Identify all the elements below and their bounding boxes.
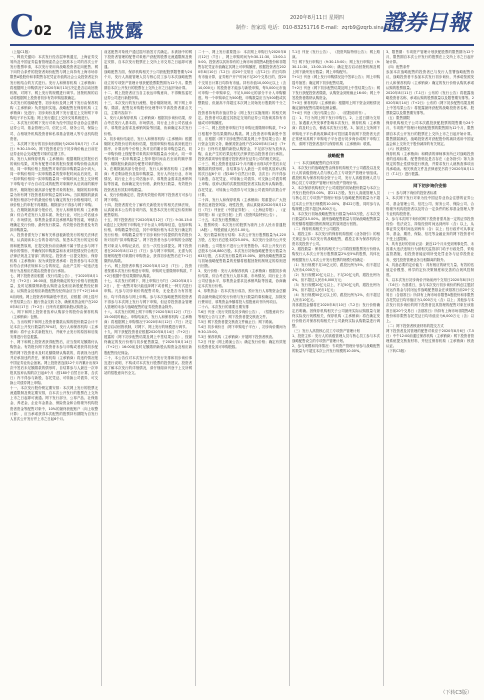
section-divider: [386, 179, 474, 180]
article-body: [10, 50, 474, 688]
column-divider: [195, 50, 196, 686]
paragraph-text: 二十一、网上发行重要提示：本次网上申购日为2020年8月12日（T日），网上申购时间为9:30-11:30，13:00-15:00。投资者以其所持有的上海市场非限售A股股份和非限售存托凭证市值确定其网上可申购额度，根据投资者在2020年8月10日（T-2日）前20个交易日（含T-2日）的日均持有市值计算，证券账户开户时间不足20个交易日的，按20个交易日计算日均持有市值。持有市值10,000元以上（含10,000元）的投资者才能参与新股申购，每5,000元市值可申购一个申购单位，不足5,000元的部分不计入申购额度。每一个申购单位为500股，申购数量应当为500股或其整数倍，但最高不得超过本次网上初始发行股数的千分之一。 投资者持有的市值应符合《网上发行实施细则》的相关规定。投资者可以通过其指定交易的证券公司查询其持有市值或可申购额度。 二十二、网上投资者申购日T日申购无需缴纳申购款，T+2日根据中签结果缴纳认购款。网上投资者申购新股中签后，应根据《网下初步配售结果及网上中签结果公告》履行资金交收义务，确保其资金账户在2020年8月14日（T+2日）日终有足额的新股认购资金，不足部分视为放弃认购，由此产生的后果及相关法律责任由投资者自行承担。投资者款项划付需遵守投资者所在证券公司的相关规定。 二十三、网上投资者连续12个月内累计出现3次中签后未足额缴款的情形时，自结算参与人最近一次申报其放弃认购的次日起6个月（按180个自然日计算，含次日）内不得参与新股、存托凭证、可转换公司债券、可交换公司债券网上申购。放弃认购的次数按照投资者实际放弃认购新股、存托凭证、可转换公司债券与可交换公司债券的次数合并计算。 二十四、发行人和保荐机构（主承销商）郑重提示广大投资者注意投资风险，理性投资，请认真阅读2020年8月12日（T日）刊登在《中国证券报》、《上海证券报》、《证券时报》和《证券日报》上的《投资风险特别公告》。 二十五、本次发行股票概况 1、股票种类：本次发行的股票为境内上市人民币普通股（A股），每股面值人民币1.00元。 2、发行数量和发行结构：本次公开发行股票数量为4,220万股，占发行后总股本的25.00%，本次发行全部为公开发行新股，公司股东不进行公开发售股份。本次公开发行后总股本为16,880万股。本次发行初始战略配售发行数量为633万股，占本次发行数量的15.00%，最终战略配售数量与初始战略配售数量的差额将根据回拨机制规定的原则进行回拨。 3、发行价格：发行人和保荐机构（主承销商）根据初步询价结果，综合考虑发行人基本面、市场情况、同行业上市公司估值水平、募集资金需求及承销风险等因素，协商确定本次发行价格。 4、募集资金：若本次发行成功，预计发行人募集资金总额将由最终确定的发行价格与发行数量的乘积确定，扣除发行费用后，募集资金净额将投入招股意向书所列项目。 二十六、本次发行的重要日期安排 T-6日 刊登《发行安排及初步询价公告》、《招股意向书》等相关公告与文件；网下投资者提交核查文件。 T-5日 网下投资者提交核查文件截止日；网下路演。 T-4日 初步询价日（网下申购电子平台），初步询价期间为9:30-15:00。 T-3日 保荐机构（主承销商）开展网下投资者核查。 T-2日 刊登《网上路演公告》；确定发行价格；确定有效报价投资者及其可申购股数。: [198, 50, 286, 350]
header-date: 2020年8月11日 星期四: [290, 15, 344, 21]
column-1: [10, 50, 98, 688]
column-divider: [383, 50, 384, 686]
newspaper-logo: 證券日報: [381, 10, 470, 36]
column-4: [292, 50, 380, 688]
column-3: [198, 50, 286, 688]
page-letter: C: [10, 9, 34, 44]
header-rule: [10, 44, 474, 46]
section-subhead: 网下初步询价安排: [413, 183, 447, 189]
column-2: [104, 50, 192, 688]
paragraph-text: 前述配售对象账户通过摇号抽签方式确定。未被抽中的网下投资者管理的配售对象账户获配的股票无流通限制及锁定安排，自本次发行股票在上交所上市交易之日起即可流通。 战略配售方面，保荐机构相关子公司获配股票限售期为24个月，发行人高级管理人员与核心员工参与本次战略配售设立的专项资产管理计划获配股票限售期为12个月。限售期自本次公开发行的股票在上交所上市之日起开始计算。 十二、网上投资者应当自主表达申购意向，不得概括委托证券公司进行新股申购。 十三、本次发行的发行流程、报价剔除规则、网下网上申购、缴款、配售及弃购股份处理等环节请投资者重点关注，主要内容如下： 1、发行人和保荐机构（主承销商）根据初步询价结果，综合考虑发行人基本面、市场情况、同行业上市公司估值水平、募集资金需求及承销风险等因素，协商确定本次发行价格。 2、初步询价结束后，发行人和保荐机构（主承销商）根据剔除无效报价后的询价结果，按照申购价格由高到低进行排序、计算出每个价格上所对应的累计拟申购总量后，同一申购价格上按配售对象的拟申购数量由小到大、同一申购价格同一拟申购数量上按申报时间由后至前的顺序排序，剔除报价最高部分配售对象的报价。 3、在剔除最高部分报价后，发行人和保荐机构（主承销商）考虑剩余报价及拟申购数量、发行人所处行业、市场情况、同行业上市公司估值水平、募集资金需求及承销风险等因素，协商确定发行价格、最终发行数量、有效报价投资者及有效拟申购数量。 4、发行价格确定后，提供有效报价的网下投资者方可参与网下申购。 十四、投资者需充分了解有关新股发行的相关法律法规，认真阅读本公告的各项内容，知悉本次发行的定价原则和配售原则。 十五、网下投资者应于2020年8月12日（T日）9:30-15:00通过上交所网下申购电子平台录入申购单信息，包括申购价格、申购数量等信息，其中申购价格为本次发行确定的发行价格；申购数量应等于初步询价中其提供的有效报价所对应的“拟申购数量”。网下投资者为参与申购的全部配售对象录入申购记录后，应当一次性全部提交。网下投资者在2020年8月12日（T日）参与网下申购时，无需为其管理的配售对象缴付申购资金，获得初步配售后在T+2日缴纳认购款。 十六、网上投资者申购日2020年8月12日（T日），投资者按照本次发行价格进行申购，申购时无需缴纳申购款，T+2日根据中签结果缴纳认购款。 十七、本次发行的网下、网上申购日为T日（2020年8月12日），任一配售对象只能选择网下或者网上一种方式进行申购。凡参与初步询价的配售对象，无论是否为有效报价，均不得再参与网上申购。参与本次战略配售的投资者不得参与本次网上发行与网下申购，但证券投资基金管理人管理的未参与战略配售的证券投资基金除外。 十八、本次发行的网上网下申购于2020年8月12日（T日）15:00同时截止。申购结束后，发行人和保荐机构（主承销商）将根据网上申购情况于2020年8月12日（T日）决定是否启动回拨机制，对网下、网上发行的规模进行调节。 十九、网下获配投资者应根据2020年8月14日（T+2日）披露的《网下初步配售结果及网上中签结果公告》，按最终确定的发行价格与初步配售数量，于2020年8月14日（T+2日）16:00前及时足额缴纳新股认购资金及相应新股配售经纪佣金。 二十、本公告仅对本次发行中有关发行安排和初步询价事宜进行说明，不构成对本次发行股票的投资建议。投资者欲了解本次发行的详细情况，请仔细阅读刊登于上交所网站的招股意向书全文。: [104, 50, 192, 375]
section-divider: [292, 149, 380, 150]
page-number: 02: [34, 24, 53, 39]
paragraph-text: （一）本次战略配售的总体安排 1、本次发行的战略配售由保荐机构相关子公司跟投以及发行人的高级管理人员与核心员工专项资产管理计划组成。跟投机构为保荐机构全资子公司，发行人高级管理人员与核心员工专项资产管理计划为资产管理计划。 2、本次保荐机构相关子公司跟投的初始股份数量为本次公开发行股份的5.00%，即211万股。发行人高级管理人员与核心员工专项资产管理计划参与战略配售的数量为不超过本次公开发行规模的10.00%，即422万股，同时参与认购规模上限不超过9,800万元。 3、本次发行初始战略配售发行数量为633万股，占本次发行数量的15.00%。最终战略配售数量与初始战略配售数量的差额将根据回拨机制规定的原则进行回拨。 （二）保荐机构相关子公司跟投 1、跟投主体：本次发行的保荐机构按照《业务指引》的相关规定参与本次发行的战略配售，跟投主体为保荐机构全资另类投资子公司。 2、跟投数量：保荐机构相关子公司将按照股票发行价格认购发行人本次公开发行股票数量2%至5%的股票，具体比例根据发行人本次公开发行股票的规模分档确定： （1）发行规模不足10亿元的，跟投比例为5%，但不超过人民币4,000万元； （2）发行规模10亿元以上、不足20亿元的，跟投比例为4%，但不超过人民币6,000万元； （3）发行规模20亿元以上、不足50亿元的，跟投比例为3%，但不超过人民币1亿元； （4）发行规模50亿元以上的，跟投比例为2%，但不超过人民币10亿元。 具体跟投金额将在2020年8月10日（T-2日）发行价格确定后明确。因保荐机构相关子公司最终实际认购数量与最终实际发行规模相关，保荐机构（主承销商）将在确定发行价格后对保荐机构相关子公司最终实际认购数量进行调整。 （三）发行人高管核心员工专项资产管理计划 1、投资主体：发行人的高级管理人员与核心员工参与本次战略配售设立的专项资产管理计划。 2、参与规模和具体情况：专项资产管理计划参与战略配售的数量为不超过本次公开发行规模的10.00%。: [292, 160, 380, 354]
section-subhead: 战略配售: [327, 152, 345, 158]
header-contact: 制作：詹家瑶 电话：010-83251716 E-mail：zqrb9@zqrb.sina.net: [236, 25, 394, 31]
paragraph-text: （一）参与网下询价的投资者标准 1、本次网下发行对象为经中国证券业协会注册的证券公司、基金管理公司、信托公司、财务公司、保险公司、合格境外机构投资者以及符合一定条件的私募基金管理人等专业机构投资者。 2、参与本次网下询价的网下投资者需具备一定的证券投资经验：依法设立、持续经营时间达到两年（含）以上，从事证券交易时间达到两年（含）以上；经行政许可从事证券、基金、期货、保险、信托等金融业务的网下投资者可不受上述限制。 3、具有良好的信用记录：最近12个月未受到刑事处罚、未因重大违法违规行为被相关监管部门给予行政处罚、采取监管措施，但投资者能证明所受处罚业务与证券投资业务、受托投资管理业务互相隔离的除外。 4、具备必要的定价能力：具有相应的研究力量、有效的估值定价模型、科学的定价决策制度和完善的合规风控制度。 5、以本次发行初步询价开始前两个交易日2020年8月5日（T-6日）为基准日，参与本次发行初步询价的科创主题封闭运作基金与封闭运作战略配售基金在该基准日前20个交易日（含基准日）所持有上海市场非限售A股股份和非限售存托凭证日均市值应为1,000万元（含）以上；其他参与本次发行初步询价的网下投资者及其管理的配售对象在该基准日前20个交易日（含基准日）所持有上海市场非限售A股股份和非限售存托凭证日均市值应为6,000万元（含）以上。 （二）网下投资者核查材料的提交方式 网下投资者及其管理的配售对象应于2020年8月6日（T-5日）中午12:00前通过保荐机构（主承销商）网下投资者管理系统提交核查材料，并经过保荐机构（主承销商）核查认证。 （下转C3版）: [386, 191, 474, 354]
paragraph-text: 3、限售期：专项资产管理计划获配股票的限售期为12个月，限售期自本次公开发行的股票在上交所上市之日起开始计算。 （四）配售条件 参加本次战略配售的投资者已与发行人签署战略配售协议，战略投资者不参加本次发行初步询价，并承诺按照发行人和保荐机构（主承销商）确定的发行价格认购其承诺认购的股票数量。 2020年8月11日（T-1日）公布的《发行公告》将披露战略投资者名称、承诺认购的股票数量以及限售期安排等。2020年8月14日（T+2日）公布的《网下初步配售结果及网上中签结果公告》将披露最终获配的战略投资者名称、股票数量以及限售期安排等。 （五）限售期限 保荐机构相关子公司本次跟投获配股票的限售期为24个月，专项资产管理计划获配股票的限售期为12个月，限售期自本次公开发行的股票在上交所上市之日起开始计算。限售期届满后，战略投资者对获配股份的减持适用中国证监会和上交所关于股份减持的有关规定。 （六）核查情况 保荐机构（主承销商）和聘请的律师事务所已对战略投资者的选取标准、配售资格及是否存在《业务指引》第九条规定的禁止性情形进行核查，并要求发行人就核查事项出具承诺函。相关核查文件及法律意见书将于2020年8月11日（T-1日）进行披露。: [386, 50, 474, 177]
column-divider: [289, 50, 290, 686]
column-5: [386, 50, 474, 688]
page-header: [0, 0, 484, 50]
continued-note: （下转C3版）: [440, 690, 472, 696]
section-title: 信息披露: [68, 21, 144, 42]
column-divider: [101, 50, 102, 686]
paragraph-text: T-1日 刊登《发行公告》、《投资风险特别公告》；网上路演。 T日 网下发行申购日（9:30-15:00）；网上发行申购日（9:30-11:30，13:00-15:00）；确定是否启动回拨机制及网上网下最终发行数量；网上申购配号。 T+1日 刊登《网上发行申购情况及中签率公告》；网上申购摇号抽签；确定网下初步配售结果。 T+2日 刊登《网下初步配售结果及网上中签结果公告》；网下发行获配投资者缴款，认购资金到账截止16:00；网上中签投资者缴纳认购资金。 T+3日 保荐机构（主承销商）根据网上网下资金到账情况确定最终配售结果和包销金额。 T+4日 刊登《发行结果公告》、《招股说明书》。 注：1、T日为网上网下发行申购日。2、上述日期为交易日，如遇重大突发事件影响本次发行，保荐机构（主承销商）将及时公告，修改本次发行日程。3、如因上交所网下申购电子平台系统故障或非可控因素导致网下投资者无法正常使用其网下申购电子平台进行初步询价或网下申购工作，请网下投资者及时与保荐机构（主承销商）联系。: [292, 50, 380, 146]
paragraph-text: （上接C1版） 一、释放关键词：本次发行经各层审核通过，上海证券交易所及中国证券监督管理委员会已批准本公司的首次公开发行股票申请，本次发行采用向战略投资者定向配售、网下向符合条件的投资者询价配售与网上向持有上海市场非限售A股股份和非限售存托凭证市值的社会公众投资者定价发行相结合的方式进行。发行人和保荐机构（主承销商）将根据网上申购情况于2020年8月13日决定是否启动回拨机制，对网下、网上发行的规模进行调节。回拨机制的启动将根据网上投资者初步有效申购倍数确定。 本次发行的战略配售、初步询价及网上网下发行由保荐机构（主承销商）负责组织实施。战略配售在保荐机构（主承销商）处进行；初步询价及网下发行通过上交所网下申购电子平台实施；网上发行通过上交所交易系统进行。 二、本次发行的网下发行对象为经中国证券业协会注册的证券公司、基金管理公司、信托公司、财务公司、保险公司、合格境外机构投资者和私募基金管理人等专业机构投资者。 三、本次网下发行的初步询价期间为2020年8月7日（T-4日）9:30-15:00。网下投资者应当于初步询价截止日前在证券业协会完成配售对象的注册工作。 四、发行人和保荐机构（主承销商）根据剔除无效报价后的询价结果，对所有配售对象的报价按照申购价格由高到低、同一申购价格上按配售对象的拟申购数量由小到大、同一申购价格同一拟申购数量的按申报时间由后到先、同一拟申购价格同一拟申购数量同一申购时间上按上交所网下申购电子平台自动生成的配售对象顺序从后到前的顺序排序，剔除报价最高部分配售对象的报价，剔除的拟申购量为所有网下投资者拟申购总量的10%。当拟剔除的最高申报价格部分中的最低价格与确定的发行价格相同时，对该价格上的申报不再剔除。剔除部分不得参与网下申购。 五、在剔除最高部分报价后，发行人和保荐机构（主承销商）综合考虑发行人基本面、所处行业、可比公司估值水平、市场情况、募集资金需求及承销风险等因素，审慎合理确定发行价格、最终发行数量、有效报价投资者及有效拟申购数量。 六、投资者需充分了解有关科创板新股发行的相关法律法规，认真阅读本公告的各项内容，知悉本次发行的定价原则和配售原则，在提交报价前应确保不属于禁止参与网下询价的情形，并确保其申购数量和未来持股情况符合相关法律法规及主管部门的规定。投资者一旦提交报价，保荐机构（主承销商）视为该投资者承诺：投资者参与本次报价符合法律法规和本公告的规定，由此产生的一切违法违规行为及相应后果由投资者自行承担。 七、网下投资者应根据《发行结果公告》，于2020年8月17日（T+2日）16:00前，按最终确定的发行价格与获配数量，及时足额缴纳新股认购资金及相应新股配售经纪佣金，认购资金及相应新股配售经纪佣金应当于T+2日16:00前到账。网上投资者申购新股中签后，应根据《网上摇号中签结果公告》履行资金交收义务，确保其资金账户在2020年8月17日（T+2日）日终有足额的新股认购资金。 八、网下和网上投资者放弃认购部分的股份由保荐机构（主承销商）包销。 九、当出现网下和网上投资者缴款认购的股份数量合计不足本次公开发行数量的70%时，发行人和保荐机构（主承销商）将中止本次新股发行，并就中止发行的原因和后续安排进行信息披露。 十、网下和网上投资者获得配售后，应当按时足额缴付认购资金。有效报价网下投资者未参与申购或者获得初步配售的网下投资者未及时足额缴纳认购款的，将被视为违约并应承担违约责任，保荐机构（主承销商）将违约情况报中国证券业协会备案。网上投资者连续12个月内累计出现3次中签后未足额缴款的情形时，自结算参与人最近一次申报其放弃认购的次日起6个月（按180个自然日计算，含次日）内不得参与新股、存托凭证、可转换公司债券、可交换公司债券网上申购。 十一、本次发行股份锁定期安排：本次网上发行的股票无流通限制及锁定期安排，自本次公开发行的股票在上交所上市之日起即可流通。网下发行部分，公募产品、社保基金、养老金、企业年金基金、保险资金和合格境外机构投资者资金等配售对象中，10%的最终获配账户（向上取整计算），应当承诺获得本次配售的股票持有期限为自发行人首次公开发行并上市之日起6个月。: [10, 50, 98, 421]
